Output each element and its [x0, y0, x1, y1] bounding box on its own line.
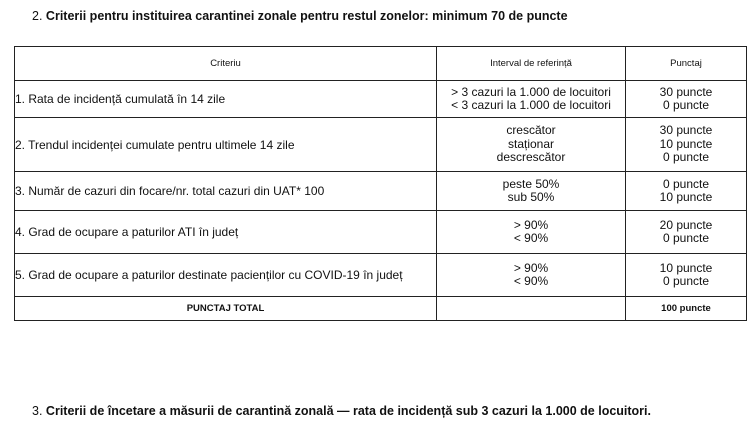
table-header-row [15, 47, 747, 81]
points-value: 10 puncte [659, 260, 713, 275]
table-row [15, 211, 747, 254]
section-2-heading [32, 9, 568, 23]
points-value: 0 puncte [662, 231, 710, 245]
table-row [15, 118, 747, 172]
section-3-heading [32, 404, 651, 418]
range-value: < 90% [513, 274, 549, 288]
section-2-number: 2. [32, 9, 43, 23]
table-row [15, 254, 747, 297]
criterion-cell: 1. Rata de incidență cumulată în 14 zile [15, 81, 437, 118]
total-empty-cell [437, 297, 626, 321]
reference-range-cell [437, 211, 626, 254]
points-value: 0 puncte [662, 150, 710, 165]
total-row [15, 297, 747, 321]
range-value: descrescător [496, 150, 566, 165]
points-value: 0 puncte [662, 176, 710, 191]
criteria-table [14, 46, 747, 321]
range-value: < 3 cazuri la 1.000 de locuitori [451, 98, 611, 112]
section-3-number: 3. [32, 404, 43, 418]
range-value: sub 50% [507, 190, 555, 204]
range-value: crescător [506, 123, 556, 138]
section-3-title: Criterii de încetare a măsurii de carantină zonală — rata de incidență sub 3 cazuri la 1.000 de locuitori. [45, 404, 651, 418]
points-value: 10 puncte [659, 190, 713, 204]
range-value: staționar [507, 136, 555, 151]
table-row [15, 172, 747, 211]
points-value: 30 puncte [659, 123, 713, 138]
points-cell [626, 118, 747, 172]
points-value: 0 puncte [662, 98, 710, 112]
points-cell [626, 254, 747, 297]
points-value: 20 puncte [659, 217, 713, 232]
points-value: 0 puncte [662, 274, 710, 288]
range-value: > 3 cazuri la 1.000 de locuitori [451, 84, 611, 99]
total-label: PUNCTAJ TOTAL [15, 297, 437, 321]
header-criteriu: Criteriu [15, 47, 437, 81]
points-value: 10 puncte [659, 136, 713, 151]
range-value: > 90% [513, 260, 549, 275]
reference-range-cell [437, 81, 626, 118]
criterion-cell: 2. Trendul incidenței cumulate pentru ultimele 14 zile [15, 118, 437, 172]
points-cell [626, 81, 747, 118]
total-value: 100 puncte [626, 297, 747, 321]
points-cell [626, 211, 747, 254]
header-interval: Interval de referință [437, 47, 626, 81]
criterion-cell: 4. Grad de ocupare a paturilor ATI în județ [15, 211, 437, 254]
reference-range-cell [437, 118, 626, 172]
reference-range-cell [437, 254, 626, 297]
range-value: < 90% [513, 231, 549, 245]
points-cell [626, 172, 747, 211]
criterion-cell: 3. Număr de cazuri din focare/nr. total cazuri din UAT* 100 [15, 172, 437, 211]
reference-range-cell [437, 172, 626, 211]
header-punctaj: Punctaj [626, 47, 747, 81]
points-value: 30 puncte [659, 84, 713, 99]
section-2-title: Criterii pentru instituirea carantinei zonale pentru restul zonelor: minimum 70 de puncte [45, 9, 568, 23]
range-value: > 90% [513, 217, 549, 232]
range-value: peste 50% [502, 176, 560, 191]
criterion-cell: 5. Grad de ocupare a paturilor destinate pacienților cu COVID-19 în județ [15, 254, 437, 297]
table-row [15, 81, 747, 118]
